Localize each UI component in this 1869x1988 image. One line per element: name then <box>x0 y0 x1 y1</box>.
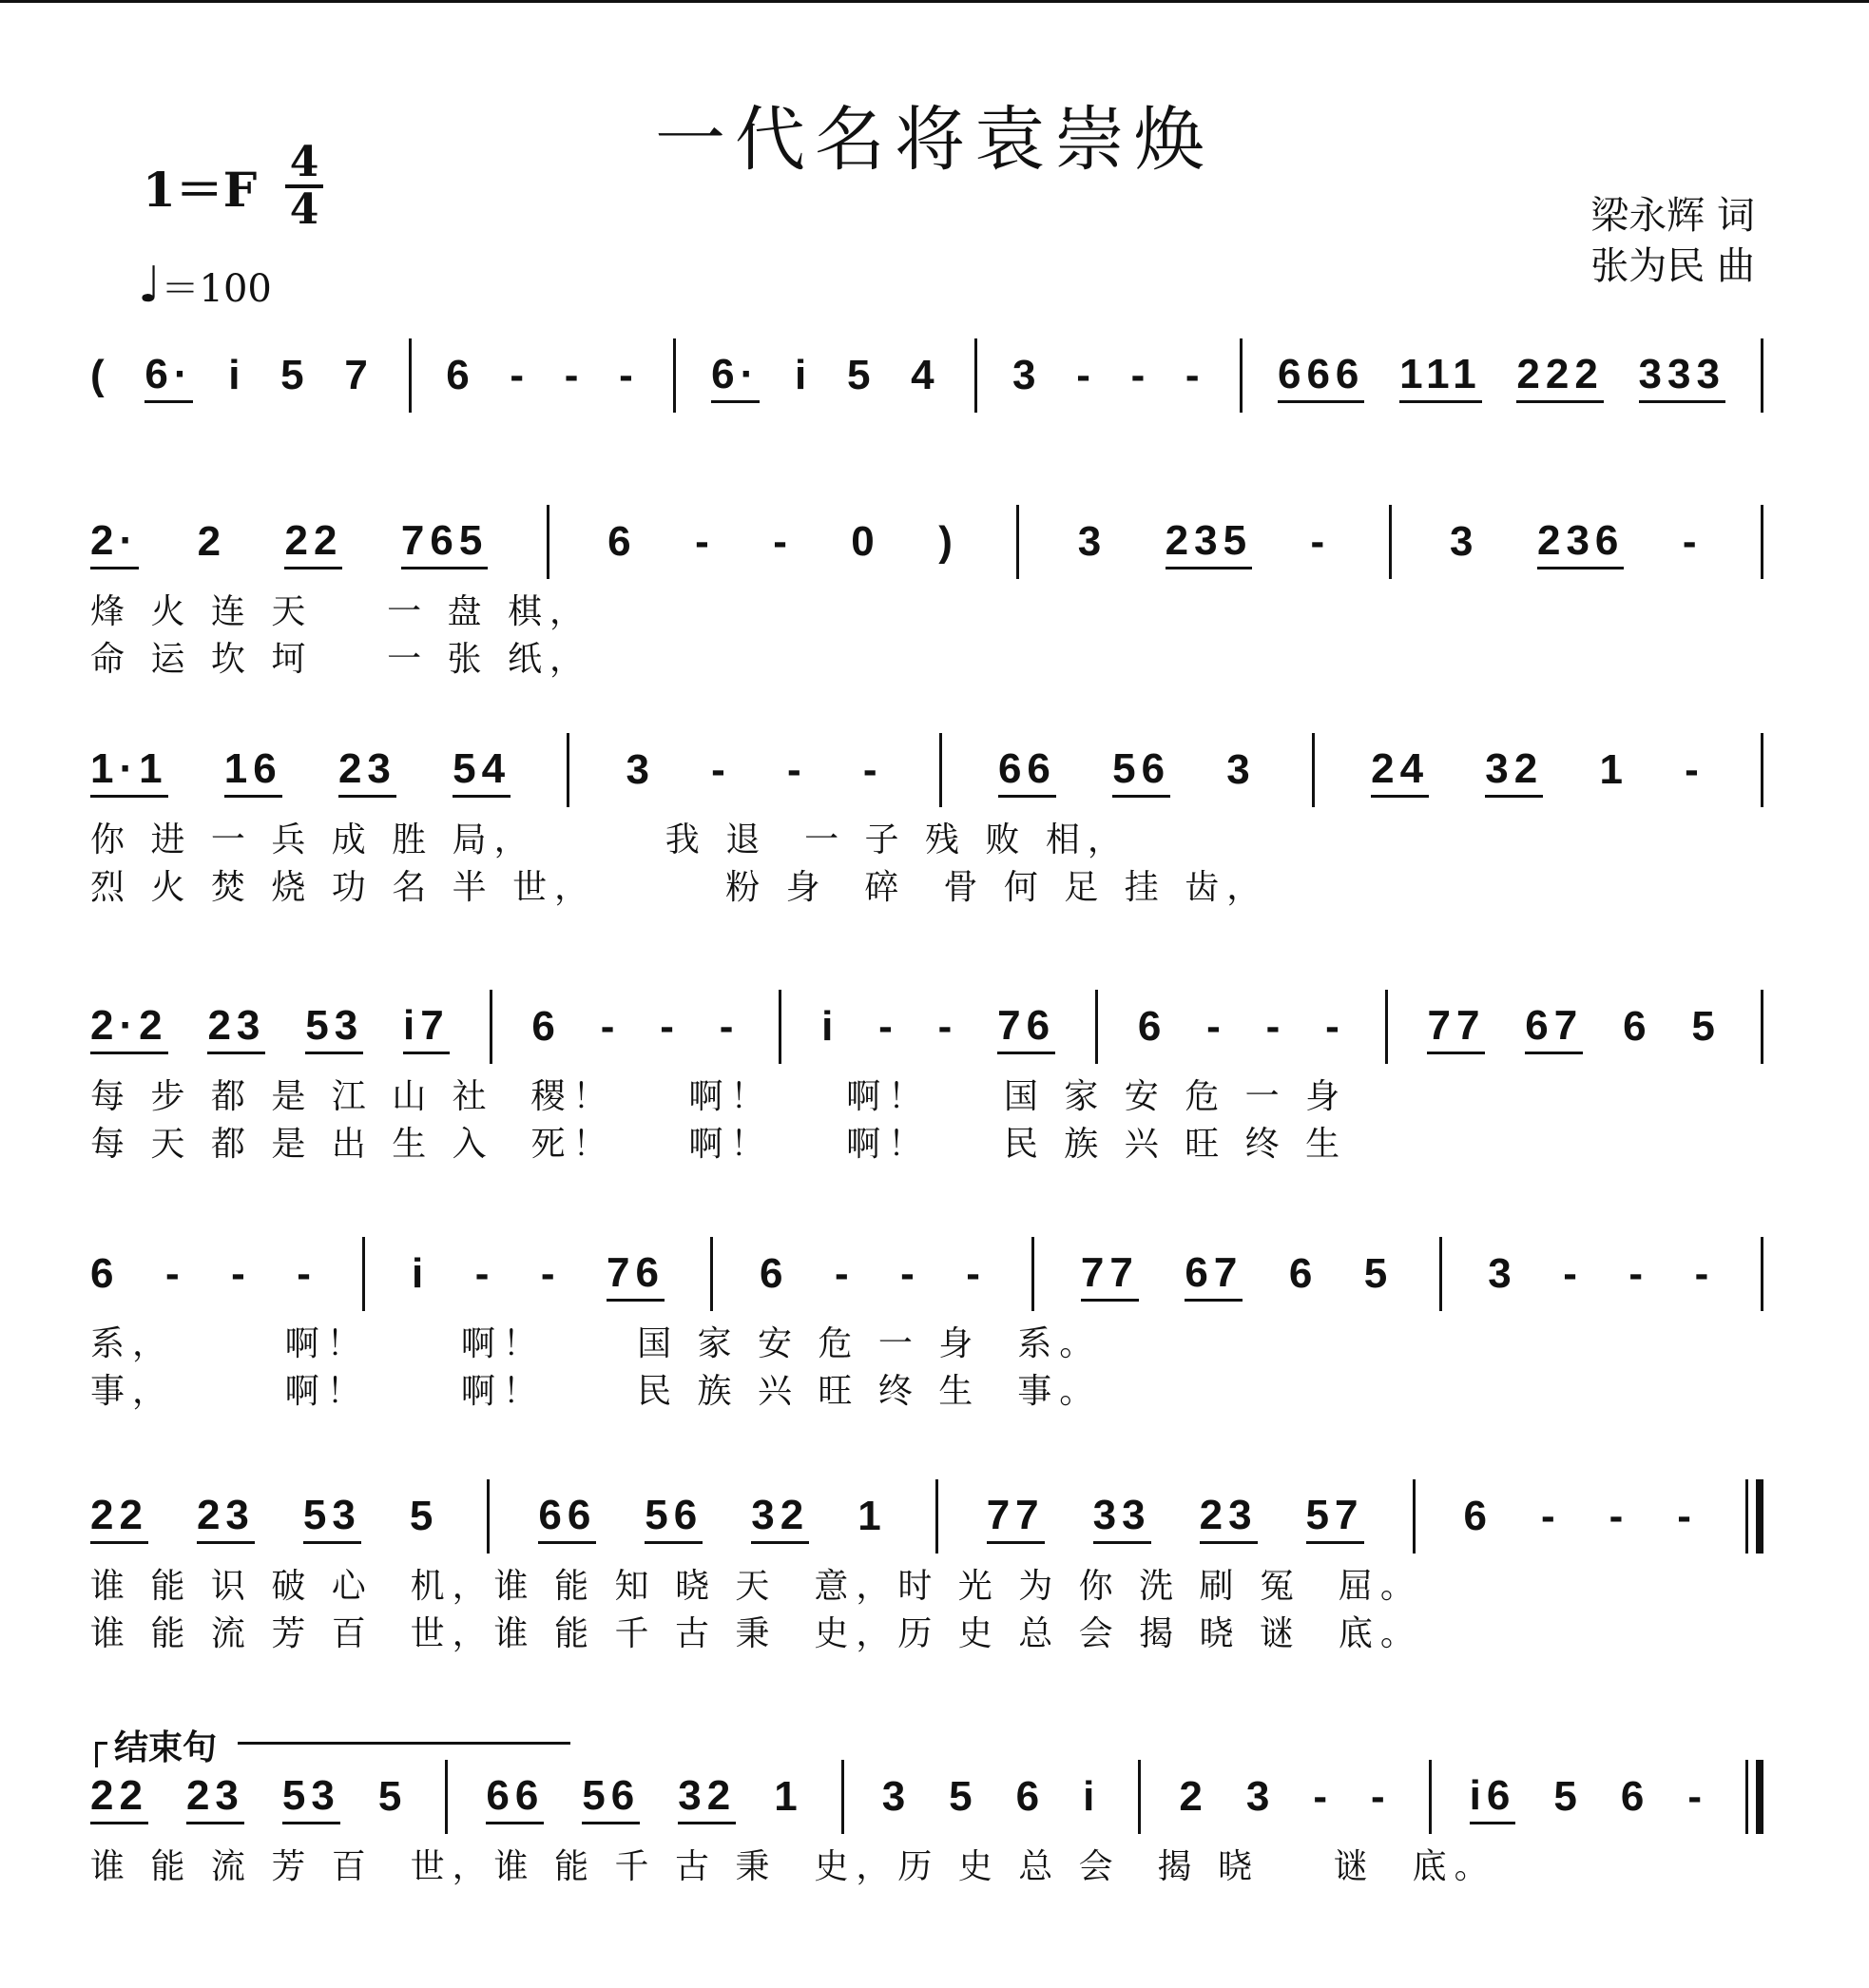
note-group: ) <box>938 518 958 565</box>
score-row <box>90 513 1763 679</box>
barline <box>1389 505 1392 579</box>
score-row <box>90 742 1763 907</box>
note-group: 0 <box>851 518 880 565</box>
note-group: - <box>164 1250 185 1297</box>
note-group: 6 <box>531 1003 561 1050</box>
barline <box>547 505 549 579</box>
note-group: 23 <box>1200 1490 1258 1544</box>
time-signature-top: 4 <box>289 138 319 186</box>
barline <box>1095 990 1098 1064</box>
note-group: 6 <box>90 1250 120 1297</box>
note-group: - <box>1682 518 1703 565</box>
note-group: 6 <box>1288 1250 1319 1297</box>
note-group: - <box>474 1250 495 1297</box>
note-group: - <box>719 1003 740 1050</box>
barline <box>935 1479 938 1554</box>
barline <box>1761 338 1763 413</box>
notation-line <box>90 742 1763 799</box>
note-group: i <box>795 352 813 398</box>
lyric-line: 谁 能 流 芳 百 世，谁 能 千 古 秉 史，历 史 总 会 揭 晓 谜 底。 <box>90 1614 1422 1653</box>
note-group: - <box>1371 1773 1391 1820</box>
note-group: - <box>1563 1250 1583 1297</box>
note-group: 6 <box>1620 1773 1650 1820</box>
note-group: - <box>297 1250 317 1297</box>
note-group: 3 <box>626 746 655 793</box>
note-group: 7 <box>344 352 374 398</box>
lyricist-credit: 梁永辉 词 <box>1590 194 1755 238</box>
barline <box>1413 1479 1416 1554</box>
note-group: 3 <box>1012 352 1042 398</box>
note-group: - <box>1076 352 1096 398</box>
note-group: 33 <box>1093 1490 1151 1544</box>
lyric-line: 系， 啊！ 啊！ 国 家 安 危 一 身 系。 <box>90 1324 1102 1363</box>
notation-line <box>90 998 1763 1055</box>
barline <box>939 733 942 807</box>
note-group: - <box>564 352 585 398</box>
note-group: - <box>711 746 731 793</box>
note-group: 3 <box>1226 746 1256 793</box>
note-group: 22 <box>90 1490 148 1544</box>
note-group: 53 <box>282 1770 340 1824</box>
time-signature-bottom: 4 <box>289 185 319 234</box>
note-group: 23 <box>338 743 396 798</box>
note-group: 23 <box>186 1770 244 1824</box>
note-group: - <box>540 1250 561 1297</box>
note-group: - <box>1609 1493 1629 1539</box>
note-group: 23 <box>207 1000 265 1054</box>
note-group: 16 <box>224 743 282 798</box>
ending-line <box>238 1742 570 1745</box>
note-group: 6 <box>759 1250 789 1297</box>
barline <box>841 1760 844 1834</box>
tempo-bpm: ＝100 <box>161 267 272 311</box>
note-group: i7 <box>403 1000 450 1054</box>
note-group: 56 <box>582 1770 640 1824</box>
notation-line <box>90 1245 1763 1303</box>
lyric-line: 谁 能 流 芳 百 世，谁 能 千 古 秉 史，历 史 总 会 揭 晓 谜 底。 <box>90 1847 1496 1886</box>
note-group: - <box>862 746 883 793</box>
barline <box>1745 1479 1763 1554</box>
barline <box>1761 1237 1763 1311</box>
notation-line <box>90 1768 1763 1825</box>
note-group: - <box>834 1250 855 1297</box>
note-group: i <box>1083 1773 1101 1820</box>
barline <box>1031 1237 1034 1311</box>
note-group: 54 <box>453 743 511 798</box>
note-group: 32 <box>678 1770 736 1824</box>
note-group: i6 <box>1470 1770 1516 1824</box>
note-group: 76 <box>607 1247 665 1302</box>
barline <box>362 1237 365 1311</box>
note-group: - <box>510 352 530 398</box>
time-signature <box>285 138 323 234</box>
note-group: 235 <box>1166 515 1252 569</box>
quarter-note-icon: ♩ <box>138 257 162 314</box>
barline <box>1240 338 1243 413</box>
song-title: 一代名将袁崇焕 <box>655 99 1214 181</box>
note-group: - <box>1185 352 1205 398</box>
score-row <box>90 998 1763 1164</box>
note-group: 6 <box>446 352 475 398</box>
note-group: - <box>695 518 715 565</box>
barline <box>1016 505 1019 579</box>
barline <box>1761 505 1763 579</box>
ending-bracket <box>95 1742 107 1767</box>
lyric-line: 事， 啊！ 啊！ 民 族 兴 旺 终 生 事。 <box>90 1372 1102 1411</box>
note-group: 765 <box>401 515 488 569</box>
barline <box>1138 1760 1141 1834</box>
note-group: 6· <box>145 349 193 403</box>
note-group: - <box>619 352 639 398</box>
note-group: 3 <box>881 1773 912 1820</box>
note-group: - <box>1540 1493 1561 1539</box>
note-group: 53 <box>303 1490 361 1544</box>
note-group: 77 <box>1081 1247 1139 1302</box>
notation-line <box>90 347 1763 404</box>
note-group: 3 <box>1245 1773 1276 1820</box>
barline <box>1761 990 1763 1064</box>
note-group: 1 <box>857 1493 887 1539</box>
note-group: - <box>1325 1003 1345 1050</box>
note-group: 6 <box>1623 1003 1652 1050</box>
barline <box>1761 733 1763 807</box>
barline <box>1439 1237 1442 1311</box>
note-group: 57 <box>1306 1490 1364 1544</box>
note-group: 2 <box>197 518 227 565</box>
notation-line <box>90 513 1763 570</box>
note-group: 236 <box>1537 515 1624 569</box>
note-group: 3 <box>1488 1250 1517 1297</box>
composer-credit: 张为民 曲 <box>1590 244 1755 288</box>
barline <box>567 733 569 807</box>
top-rule <box>0 0 1869 3</box>
barline <box>490 990 492 1064</box>
note-group: 5 <box>1691 1003 1721 1050</box>
lyric-line: 烽 火 连 天 一 盘 棋， <box>90 592 591 631</box>
note-group: - <box>1265 1003 1286 1050</box>
note-group: 333 <box>1639 349 1725 403</box>
note-group: - <box>1310 518 1331 565</box>
note-group: 2· <box>90 515 139 569</box>
note-group: 53 <box>305 1000 363 1054</box>
lyric-line: 每 步 都 是 江 山 社 稷！ 啊！ 啊！ 国 家 安 危 一 身 <box>90 1077 1348 1116</box>
barline <box>487 1479 490 1554</box>
note-group: - <box>1313 1773 1333 1820</box>
note-group: 56 <box>645 1490 703 1544</box>
note-group: 5 <box>377 1773 408 1820</box>
ending-label: 结束句 <box>114 1728 218 1767</box>
note-group: 3 <box>1077 518 1108 565</box>
note-group: 111 <box>1399 349 1482 403</box>
note-group: 32 <box>751 1490 809 1544</box>
note-group: 3 <box>1450 518 1479 565</box>
barline <box>1429 1760 1432 1834</box>
score-row <box>90 1768 1763 1886</box>
note-group: - <box>660 1003 680 1050</box>
note-group: 222 <box>1516 349 1603 403</box>
note-group: 4 <box>911 352 940 398</box>
note-group: - <box>1628 1250 1649 1297</box>
note-group: 76 <box>997 1000 1055 1054</box>
note-group: i <box>228 352 246 398</box>
note-group: 5 <box>409 1493 439 1539</box>
note-group: 6 <box>1137 1003 1167 1050</box>
barline <box>779 990 781 1064</box>
note-group: - <box>787 746 807 793</box>
key-signature: 1＝F <box>143 162 258 218</box>
note-group: 5 <box>280 352 310 398</box>
lyric-line: 烈 火 焚 烧 功 名 半 世， 粉 身 碎 骨 何 足 挂 齿， <box>90 868 1269 907</box>
note-group: 1 <box>1599 746 1628 793</box>
lyric-line: 谁 能 识 破 心 机，谁 能 知 晓 天 意，时 光 为 你 洗 刷 冤 屈。 <box>90 1567 1422 1606</box>
note-group: 666 <box>1278 349 1364 403</box>
note-group: i <box>411 1250 430 1297</box>
note-group: 77 <box>1427 1000 1485 1054</box>
note-group: - <box>600 1003 621 1050</box>
note-group: 22 <box>90 1770 148 1824</box>
note-group: 67 <box>1185 1247 1243 1302</box>
note-group: 1·1 <box>90 743 168 798</box>
note-group: 23 <box>197 1490 255 1544</box>
note-group: - <box>773 518 793 565</box>
note-group: 5 <box>1363 1250 1394 1297</box>
note-group: 6 <box>607 518 637 565</box>
note-group: 1 <box>774 1773 803 1820</box>
note-group: 2·2 <box>90 1000 168 1054</box>
barline <box>1312 733 1315 807</box>
note-group: - <box>231 1250 251 1297</box>
barline <box>1745 1760 1763 1834</box>
barline <box>673 338 676 413</box>
note-group: 2 <box>1179 1773 1208 1820</box>
note-group: 77 <box>987 1490 1045 1544</box>
barline <box>409 338 412 413</box>
note-group: - <box>900 1250 920 1297</box>
notation-line <box>90 1488 1763 1545</box>
note-group: 6· <box>711 349 760 403</box>
note-group: 22 <box>284 515 342 569</box>
note-group: 6 <box>1015 1773 1046 1820</box>
lyric-line: 命 运 坎 坷 一 张 纸， <box>90 640 591 679</box>
note-group: - <box>1677 1493 1697 1539</box>
note-group: - <box>1687 1773 1707 1820</box>
note-group: 5 <box>846 352 877 398</box>
barline <box>710 1237 713 1311</box>
score-row <box>90 1245 1763 1411</box>
note-group: - <box>1694 1250 1715 1297</box>
note-group: 56 <box>1112 743 1170 798</box>
note-group: 66 <box>998 743 1056 798</box>
note-group: 5 <box>949 1773 978 1820</box>
note-group: 5 <box>1553 1773 1583 1820</box>
note-group: 24 <box>1371 743 1429 798</box>
note-group: 66 <box>538 1490 596 1544</box>
note-group: i <box>821 1003 839 1050</box>
note-group: 6 <box>1463 1493 1493 1539</box>
barline <box>1385 990 1388 1064</box>
note-group: - <box>1130 352 1151 398</box>
note-group: - <box>878 1003 898 1050</box>
note-group: 67 <box>1525 1000 1583 1054</box>
note-group: - <box>1206 1003 1226 1050</box>
tempo-marking <box>138 257 272 314</box>
barline <box>974 338 977 413</box>
note-group: 66 <box>486 1770 544 1824</box>
score-row <box>90 347 1763 404</box>
note-group: ( <box>90 352 110 398</box>
lyric-line: 每 天 都 是 出 生 入 死！ 啊！ 啊！ 民 族 兴 旺 终 生 <box>90 1125 1348 1164</box>
note-group: - <box>937 1003 958 1050</box>
note-group: 32 <box>1485 743 1543 798</box>
note-group: - <box>966 1250 986 1297</box>
note-group: - <box>1685 746 1705 793</box>
barline <box>445 1760 448 1834</box>
lyric-line: 你 进 一 兵 成 胜 局， 我 退 一 子 残 败 相， <box>90 820 1129 859</box>
score-row <box>90 1488 1763 1653</box>
